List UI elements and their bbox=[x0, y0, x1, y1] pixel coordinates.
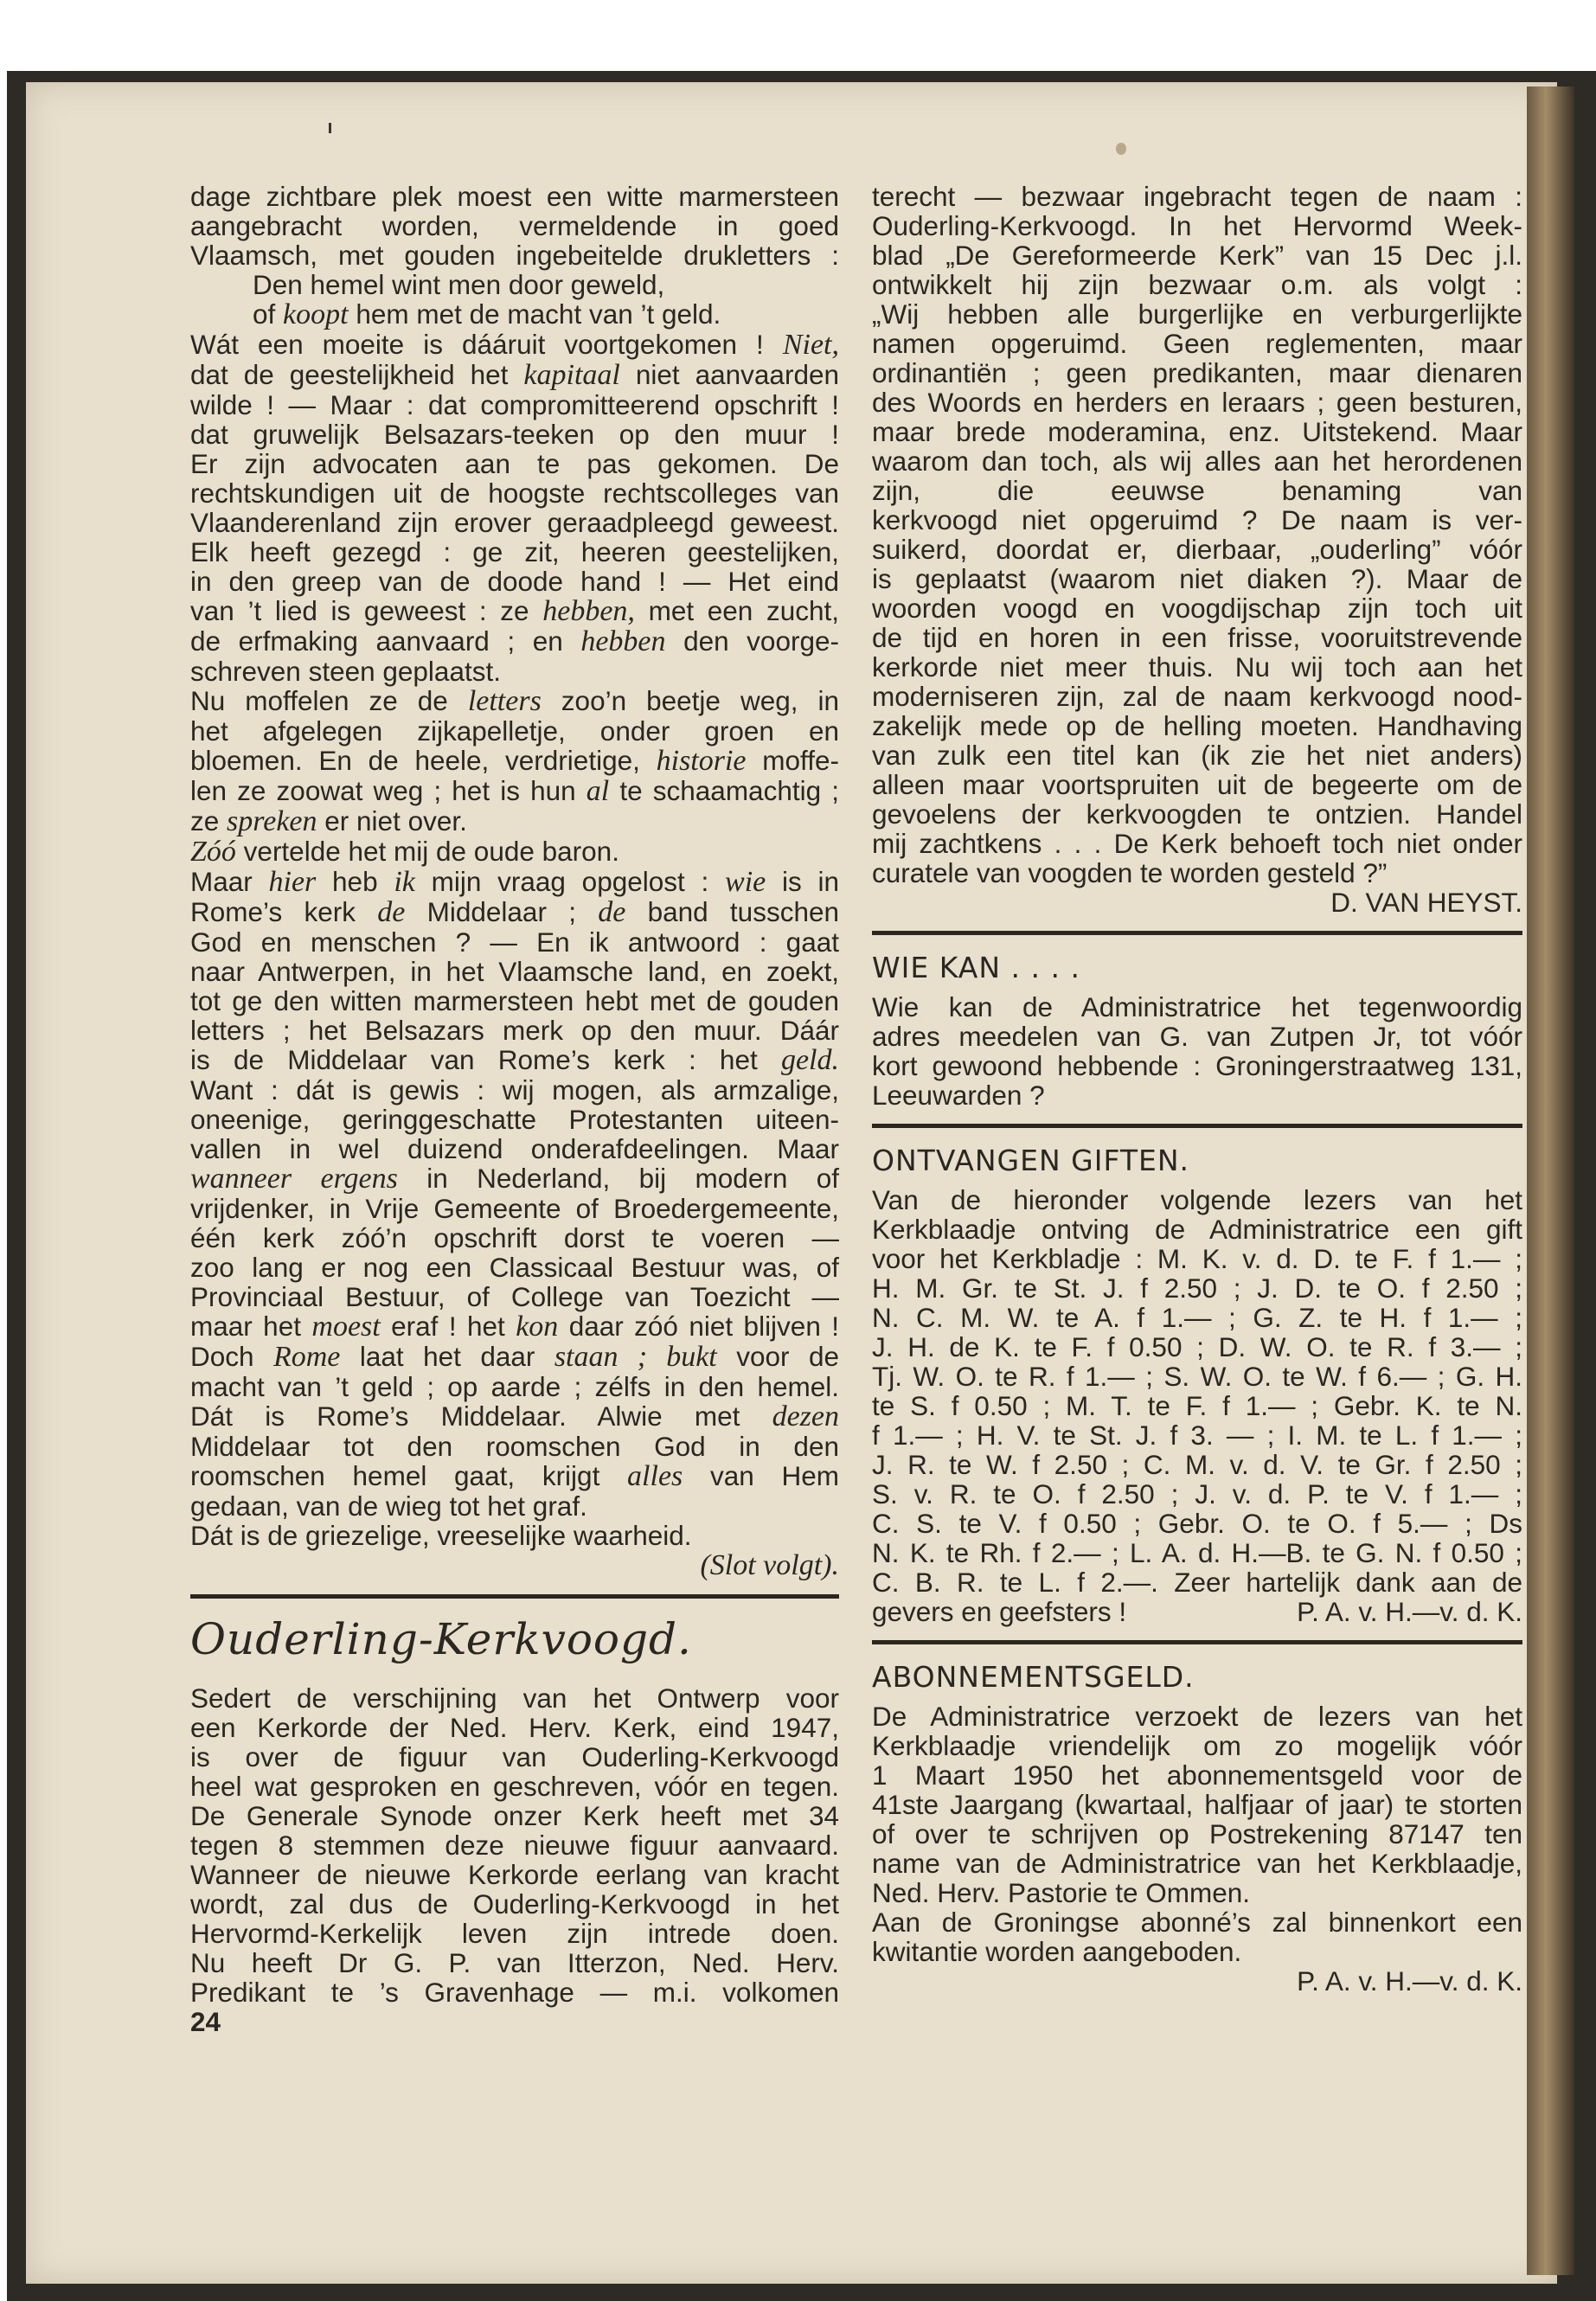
left-column bbox=[190, 182, 839, 2036]
text-line: „Wij hebben alle burgerlijke en verburgerlijkte bbox=[872, 298, 1522, 330]
text-line: kort gewoond hebbende : Groningerstraatweg 131, bbox=[872, 1050, 1522, 1081]
text-line: tegen 8 stemmen deze nieuwe figuur aanvaard. bbox=[190, 1830, 839, 1861]
text-line: Doch Rome laat het daar staan ; bukt voor de bbox=[190, 1341, 839, 1373]
text-line: Wát een moeite is dááruit voortgekomen ! Niet, bbox=[190, 329, 839, 361]
ink-mark bbox=[329, 123, 331, 133]
text-line: rechtskundigen uit de hoogste rechtscolleges van bbox=[190, 478, 839, 509]
text-line: macht van ’t geld ; op aarde ; zélfs in den hemel. bbox=[190, 1371, 839, 1402]
text-line: 41ste Jaargang (kwartaal, halfjaar of jaar) te storten bbox=[872, 1789, 1522, 1820]
text-line: Van de hieronder volgende lezers van het bbox=[872, 1184, 1522, 1215]
text-line: namen opgeruimd. Geen reglementen, maar bbox=[872, 328, 1522, 359]
text-line: gevoelens der kerkvoogden te ontzien. Handel bbox=[872, 798, 1522, 830]
text-line: S. v. R. te O. f 2.50 ; J. v. d. P. te V. f 1.— ; bbox=[872, 1478, 1522, 1509]
text-line: maar het moest eraf ! het kon daar zóó niet blijven ! bbox=[190, 1311, 840, 1343]
text-line: zakelijk mede op de helling moeten. Handhaving bbox=[872, 710, 1522, 741]
text-line: Elk heeft gezegd : ge zit, heeren geestelijken, bbox=[190, 536, 839, 567]
text-line: Provinciaal Bestuur, of College van Toezicht — bbox=[190, 1281, 839, 1312]
text-line: de erfmaking aanvaard ; en hebben den voorge- bbox=[190, 625, 839, 657]
text-line: moderniseren zijn, zal de naam kerkvoogd nood- bbox=[872, 681, 1522, 712]
giften-closing: gevers en geefsters ! bbox=[872, 1596, 1127, 1627]
signature-van-heyst: D. VAN HEYST. bbox=[1330, 887, 1522, 918]
text-line: Ouderling-Kerkvoogd. In het Hervormd Week- bbox=[872, 210, 1522, 241]
text-line: Tj. W. O. te R. f 1.— ; S. W. O. te W. f 6.— ; G. H. bbox=[872, 1361, 1522, 1392]
section-heading-ontvangen-giften: ONTVANGEN GIFTEN. bbox=[872, 1144, 1190, 1177]
text-line: vallen in wel duizend onderafdeelingen. Maar bbox=[190, 1133, 839, 1164]
section-heading-ouderling-kerkvoogd: Ouderling-Kerkvoogd. bbox=[190, 1614, 692, 1664]
signature-giften: P. A. v. H.—v. d. K. bbox=[1297, 1596, 1522, 1627]
text-line: curatele van voogden te worden gesteld ?” bbox=[872, 857, 1388, 888]
text-line: schreven steen geplaatst. bbox=[190, 656, 501, 687]
text-line: terecht — bezwaar ingebracht tegen de naam : bbox=[872, 181, 1522, 212]
text-line: Dát is Rome’s Middelaar. Alwie met dezen bbox=[190, 1400, 839, 1433]
text-line: De Administratrice verzoekt de lezers van het bbox=[872, 1701, 1522, 1732]
text-line: C. S. te V. f 0.50 ; Gebr. O. te O. f 5.— ; Ds bbox=[872, 1508, 1522, 1539]
text-line: dat gruwelijk Belsazars-teeken op den muur ! bbox=[190, 419, 839, 450]
text-line: De Generale Synode onzer Kerk heeft met 34 bbox=[190, 1800, 839, 1831]
text-line: len ze zoowat weg ; het is hun al te schaamachtig ; bbox=[190, 775, 839, 807]
text-line: roomschen hemel gaat, krijgt alles van Hem bbox=[190, 1460, 839, 1492]
text-line: des Woords en herders en leraars ; geen besturen, bbox=[872, 387, 1522, 418]
text-line: vrijdenker, in Vrije Gemeente of Broedergemeente, bbox=[190, 1193, 839, 1224]
text-line: naar Antwerpen, in het Vlaamsche land, en zoekt, bbox=[190, 956, 839, 987]
text-line: de tijd en horen in een frisse, vooruitstrevende bbox=[872, 622, 1522, 653]
text-line: Kerkblaadje vriendelijk om zo mogelijk vóór bbox=[872, 1730, 1522, 1761]
text-line: adres meedelen van G. van Zutpen Jr, tot vóór bbox=[872, 1021, 1522, 1052]
text-line bbox=[872, 1597, 1522, 1626]
text-line: alleen maar voortspruiten uit de begeerte om de bbox=[872, 769, 1522, 800]
text-line: Sedert de verschijning van het Ontwerp voor bbox=[190, 1682, 839, 1714]
page-number: 24 bbox=[190, 2006, 221, 2037]
text-line: wordt, zal dus de Ouderling-Kerkvoogd in het bbox=[190, 1888, 839, 1920]
quote-line: Den hemel wint men door geweld, bbox=[253, 269, 665, 300]
text-line: dage zichtbare plek moest een witte marmersteen bbox=[190, 181, 839, 212]
signature-abonnementsgeld: P. A. v. H.—v. d. K. bbox=[1297, 1965, 1522, 1997]
text-line: kwitantie worden aangeboden. bbox=[872, 1936, 1242, 1967]
text-line: ordinantiën ; geen predikanten, maar dienaren bbox=[872, 357, 1522, 388]
text-line: waarom dan toch, als wij alles aan het herordenen bbox=[872, 445, 1522, 477]
text-line: van zulk een titel kan (ik zie het niet anders) bbox=[872, 740, 1522, 771]
text-line: bloemen. En de heele, verdrietige, historie moffe- bbox=[190, 745, 839, 777]
text-line: Middelaar tot den roomschen God in den bbox=[190, 1431, 839, 1462]
text-line: Maar hier heb ik mijn vraag opgelost : wie is in bbox=[190, 866, 839, 898]
text-line: aangebracht worden, vermeldende in goed bbox=[190, 210, 839, 241]
text-line: het afgelegen zijkapelletje, onder groen en bbox=[190, 715, 839, 747]
text-line: suikerd, doordat er, dierbaar, „ouderling” vóór bbox=[872, 534, 1522, 565]
text-line: Ned. Herv. Pastorie te Ommen. bbox=[872, 1877, 1251, 1908]
text-line: oneenige, geringgeschatte Protestanten uiteen- bbox=[190, 1104, 839, 1135]
text-line: tot ge den witten marmersteen hebt met de gouden bbox=[190, 985, 839, 1016]
slot-volgt: (Slot volgt). bbox=[700, 1549, 839, 1581]
text-line: Wanneer de nieuwe Kerkorde eerlang van kracht bbox=[190, 1859, 839, 1890]
text-line: zoo lang er nog een Classicaal Bestuur was, of bbox=[190, 1252, 839, 1283]
text-line: mij zachtkens . . . De Kerk behoeft toch niet onder bbox=[872, 828, 1522, 859]
text-line: Predikant te ’s Gravenhage — m.i. volkomen bbox=[190, 1977, 839, 2008]
text-line: blad „De Gereformeerde Kerk” van 15 Dec j.l. bbox=[872, 240, 1522, 271]
section-divider bbox=[872, 1124, 1522, 1128]
text-line: Zóó vertelde het mij de oude baron. bbox=[190, 836, 619, 868]
section-heading-wie-kan: WIE KAN . . . . bbox=[872, 951, 1080, 984]
text-line: Kerkblaadje ontving de Administratrice een gift bbox=[872, 1214, 1522, 1245]
text-line: letters ; het Belsazars merk op den muur. Dáár bbox=[190, 1015, 839, 1046]
text-line: is over de figuur van Ouderling-Kerkvoogd bbox=[190, 1741, 839, 1772]
text-line: N. K. te Rh. f 2.— ; L. A. d. H.—B. te G. N. f 0.50 ; bbox=[872, 1537, 1522, 1568]
text-line: God en menschen ? — En ik antwoord : gaat bbox=[190, 926, 839, 958]
text-line: maar brede moderamina, enz. Uitstekend. Maar bbox=[872, 416, 1522, 447]
text-line: te S. f 0.50 ; M. T. te F. f 1.— ; Gebr. K. te N. bbox=[872, 1390, 1522, 1421]
text-line: of over te schrijven op Postrekening 87147 ten bbox=[872, 1818, 1522, 1849]
section-divider bbox=[872, 1640, 1522, 1644]
section-heading-abonnementsgeld: ABONNEMENTSGELD. bbox=[872, 1660, 1195, 1694]
text-line: Er zijn advocaten aan te pas gekomen. De bbox=[190, 448, 839, 479]
text-line: zijn, die eeuwse benaming van bbox=[872, 475, 1522, 506]
text-line: een Kerkorde der Ned. Herv. Kerk, eind 1947, bbox=[190, 1712, 839, 1743]
text-line: is geplaatst (waarom niet diaken ?). Maar de bbox=[872, 563, 1522, 594]
text-line: heel wat gesproken en geschreven, vóór en tegen. bbox=[190, 1771, 839, 1802]
text-line: Nu heeft Dr G. P. van Itterzon, Ned. Herv. bbox=[190, 1947, 839, 1978]
text-line: Nu moffelen ze de letters zoo’n beetje weg, in bbox=[190, 685, 839, 717]
text-line: f 1.— ; H. V. te St. J. f 3. — ; I. M. te L. f 1.— ; bbox=[872, 1420, 1522, 1451]
text-line: kerkvoogd niet opgeruimd ? De naam is ver- bbox=[872, 504, 1522, 535]
text-line: name van de Administratrice van het Kerkblaadje, bbox=[872, 1848, 1522, 1879]
text-line: C. B. R. te L. f 2.—. Zeer hartelijk dank aan de bbox=[872, 1567, 1522, 1598]
text-line: Hervormd-Kerkelijk leven zijn intrede doen. bbox=[190, 1918, 839, 1949]
text-line: in den greep van de doode hand ! — Het eind bbox=[190, 566, 839, 597]
text-line: Want : dát is gewis : wij mogen, als armzalige, bbox=[190, 1074, 839, 1106]
text-line: N. C. M. W. te A. f 1.— ; G. Z. te H. f 1.— ; bbox=[872, 1302, 1522, 1333]
text-line: voor het Kerkbladje : M. K. v. d. D. te F. f 1.— ; bbox=[872, 1243, 1522, 1274]
text-line: één kerk zóó’n opschrift dorst te voeren — bbox=[190, 1222, 839, 1253]
text-line: woorden voogd en voogdijschap zijn toch uit bbox=[872, 593, 1522, 624]
section-divider bbox=[872, 931, 1522, 935]
text-line: wanneer ergens in Nederland, bij modern of bbox=[190, 1163, 839, 1195]
text-line: kerkorde niet meer thuis. Nu wij toch aan het bbox=[872, 651, 1522, 683]
text-line: Rome’s kerk de Middelaar ; de band tusschen bbox=[190, 896, 839, 928]
text-line: van ’t lied is geweest : ze hebben, met een zucht, bbox=[190, 595, 839, 627]
right-column bbox=[872, 182, 1522, 1996]
text-line: J. R. te W. f 2.50 ; C. M. v. d. V. te Gr. f 2.50 ; bbox=[872, 1449, 1522, 1480]
text-line: wilde ! — Maar : dat compromitteerend opschrift ! bbox=[190, 389, 839, 420]
page-edge bbox=[1527, 87, 1574, 2275]
text-line: ze spreken er niet over. bbox=[190, 805, 467, 837]
text-line: Vlaamsch, met gouden ingebeitelde drukletters : bbox=[190, 240, 839, 271]
text-line: H. M. Gr. te St. J. f 2.50 ; J. D. te O. f 2.50 ; bbox=[872, 1272, 1522, 1304]
text-line: Wie kan de Administratrice het tegenwoordig bbox=[872, 991, 1522, 1022]
text-line: Vlaanderenland zijn erover geraadpleegd geweest. bbox=[190, 507, 839, 538]
paper-spot bbox=[1116, 143, 1126, 155]
text-line: Aan de Groningse abonné’s zal binnenkort een bbox=[872, 1907, 1522, 1938]
section-divider bbox=[190, 1594, 839, 1599]
quote-line: of koopt hem met de macht van ’t geld. bbox=[253, 298, 721, 330]
text-line: Dát is de griezelige, vreeselijke waarheid. bbox=[190, 1520, 692, 1551]
text-line: 1 Maart 1950 het abonnementsgeld voor de bbox=[872, 1759, 1522, 1791]
text-line: ontwikkelt hij zijn bezwaar o.m. als volgt : bbox=[872, 269, 1522, 300]
text-line: gedaan, van de wieg tot het graf. bbox=[190, 1490, 587, 1522]
text-line: J. H. de K. te F. f 0.50 ; D. W. O. te R. f 3.— ; bbox=[872, 1331, 1522, 1362]
text-line: is de Middelaar van Rome’s kerk : het geld. bbox=[190, 1044, 839, 1076]
text-line: Leeuwarden ? bbox=[872, 1080, 1045, 1111]
text-line: dat de geestelijkheid het kapitaal niet aanvaarden bbox=[190, 359, 839, 391]
